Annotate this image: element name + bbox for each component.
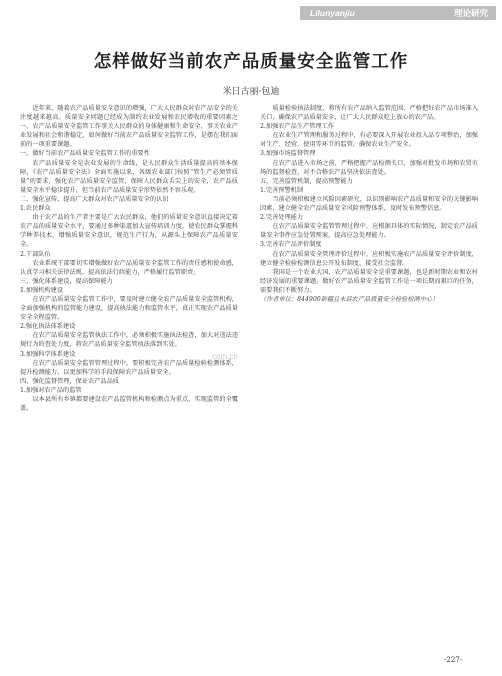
page-header-band [300, 6, 496, 20]
section-heading: 一、做好当前农产品质量安全监管工作的重要性 [20, 150, 150, 158]
body-paragraph: 在农产品质量安全监管管理过程中，应根据具体的实际情况，制定农产品质量安全事件应急处置预案，提高应急处理能力。 [260, 223, 478, 240]
section-heading: 1.农民群众 [20, 205, 51, 213]
body-paragraph: 以本县所有乡镇都要建设农产品监管机构和检测点为重点，实现监管的全覆盖。 [20, 396, 238, 413]
body-paragraph: 农业系统干部要切实增强做好农产品质量安全监管工作的责任感和使命感，认真学习相关法律法规，提高依法行政能力，严格履行监管职责。 [20, 259, 238, 276]
body-paragraph: 在农产品质量安全监管执法工作中，必须积极实施执法检查，加大对违法违规行为的查处力度，将农产品质量安全监管执法落到实处。 [20, 332, 238, 349]
section-heading: 1.加强机构建设 [20, 286, 64, 294]
body-paragraph: 近年来，随着农产品质量安全意识的增强，广大人民群众对农产品安全的关注度越来越高。质量安全问题已经成为制约农业发展和农民增收的重要因素之一。农产品质量安全监管工作事关人民群众的身体健康和生命安全，事关农业产业发展和社会和谐稳定，如何做好当前农产品质量安全监管工作，是摆在我们面前的一项重要课题。 [20, 105, 238, 149]
body-paragraph: 在农业生产管理和服务过程中，有必要深入开展农业投入品专项整治，加强对生产、经营、使用等环节的监管，确保农业生产安全。 [260, 132, 478, 149]
section-header-latin: Lilunyanjiu [310, 8, 355, 18]
section-heading: 二、强化宣传，提高广大群众对农产品质量安全的认识 [20, 195, 169, 203]
body-paragraph: 当前必须积极建立风险因素研究、以识别影响农产品质量和安全的关键影响因素，建立健全农产品质量安全风险预警体系，及时发布预警信息。 [260, 195, 478, 213]
section-heading: 四、强化监督管理，保证农产品品质 [20, 377, 119, 385]
article-author: 米日古丽·包迪 [222, 87, 280, 97]
section-heading: 五、完善监管机制，提高预警能力 [260, 177, 353, 185]
section-heading: 1.完善预警机制 [260, 186, 304, 194]
section-heading: 2.完善处理能力 [260, 214, 304, 222]
page-number: -227- [444, 656, 463, 664]
section-header-chinese: 理论研究 [453, 8, 488, 18]
left-column [20, 104, 238, 638]
section-heading: 3.完善农产品评价制度 [260, 241, 322, 249]
body-paragraph: 由于农产品的生产者主要是广大农民群众，他们的质量安全意识直接决定着农产品的质量安全水平，要通过多种渠道加大宣传培训力度，使农民群众掌握科学种养技术，增强质量安全意识，规范生产行为，从源头上保障农产品质量安全。 [20, 214, 238, 249]
article-title: 怎样做好当前农产品质量安全监管工作 [93, 52, 409, 72]
body-paragraph: 在农产品质量安全监管管理过程中，要积极完善农产品质量检验检测体系，提升检测能力，以更加科学的手段保障农产品质量安全。 [20, 359, 238, 376]
watermark: com.cn [212, 352, 238, 361]
body-paragraph: 质量检验执法制度，将所有农产品纳入监管范围，严格把好农产品市场准入关口，确保农产品质量安全，让广大人民群众吃上放心的农产品。 [260, 105, 478, 122]
right-column [260, 104, 478, 524]
section-heading: 2.强化执法体系建设 [20, 323, 76, 331]
section-heading: 3.加强市场监督管理 [260, 150, 316, 158]
body-paragraph: 在农产品质量安全管理评价过程中，应积极实施农产品质量安全评价制度，建立健全检验检测信息公开发布制度，接受社会监督。 [260, 250, 478, 267]
section-heading: 三、强化体系建设，提高保障能力 [20, 277, 113, 285]
body-paragraph: 在农产品质量安全监管工作中，要及时建立健全农产品质量安全监管机构，全面加强机构的监管能力建设，提高执法能力和监管水平，真正实现农产品质量安全全程监管。 [20, 295, 238, 322]
body-paragraph: 我国是一个农业大国，农产品质量安全是重要课题，也是新时期农业和农村经济发展的重要课题。做好农产品质量安全监管工作是一项长期而艰巨的任务，需要我们不断努力。 [260, 268, 478, 294]
author-affiliation: （作者单位：844900新疆且末县农产品质量安全检验检测中心） [260, 295, 439, 303]
body-paragraph: 农产品质量安全是农业发展的生命线，是人民群众生活质量提高的基本保障，《农产品质量安全法》全面实施以来，各级农业部门按照“管生产必须管质量”的要求，强化农产品质量安全监管，保障人民群众舌尖上的安全，农产品质量安全水平稳步提升，但当前农产品质量安全形势依然不容乐观。 [20, 159, 238, 194]
section-heading: 2.干部队伍 [20, 250, 51, 258]
section-heading: 2.加强农产品生产管理工作 [260, 123, 334, 131]
section-heading: 3.加强科学体系建设 [20, 350, 76, 358]
body-paragraph: 在农产品进入市场之前，严格把握产品检测关口，加强对批发市场和农贸市场的监督检查，对不合格农产品坚决依法查处。 [260, 159, 478, 176]
section-heading: 1.加强对农产品的监管 [20, 386, 82, 394]
